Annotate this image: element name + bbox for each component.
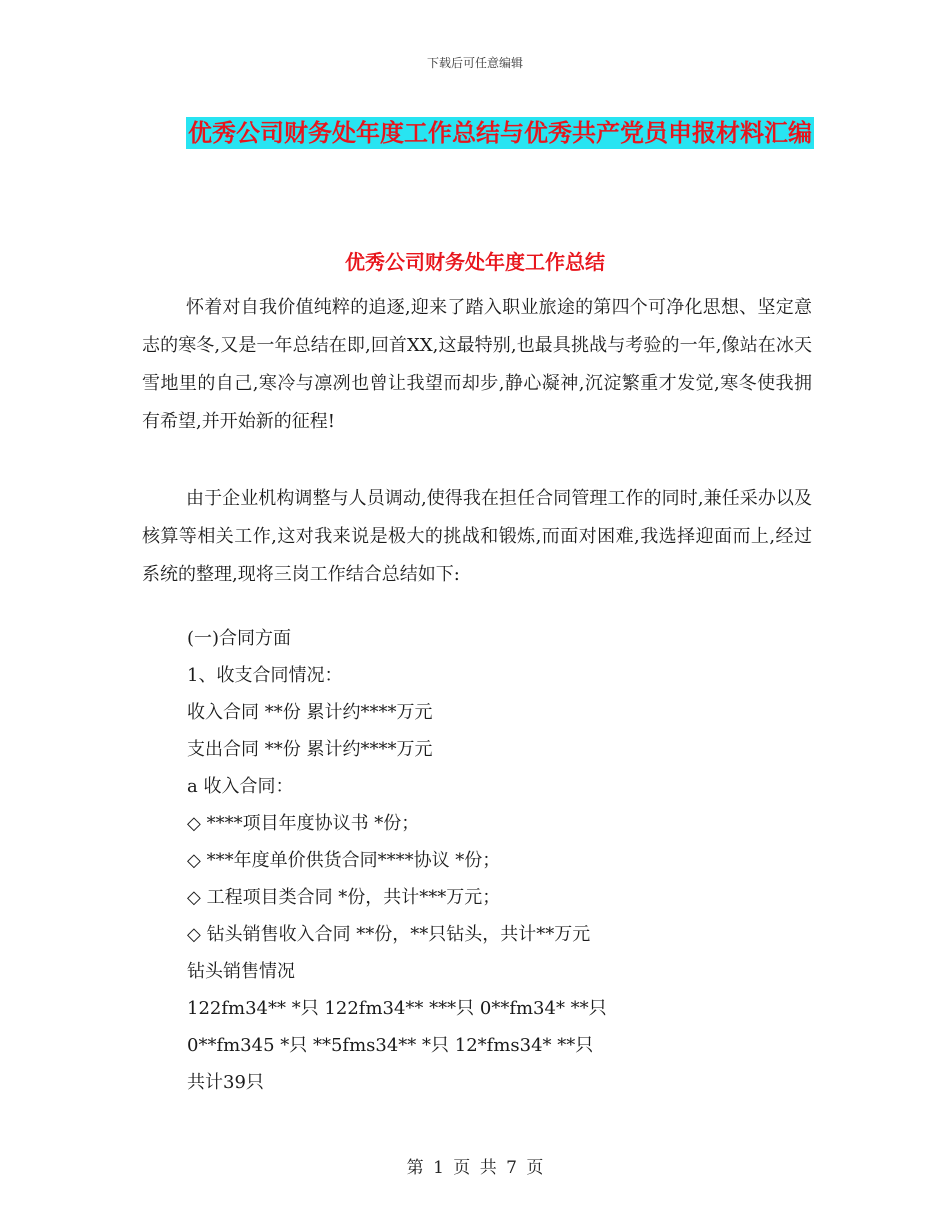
document-title	[140, 110, 860, 156]
list-line: ◇ ***年度单价供货合同****协议 *份；	[187, 850, 501, 871]
paragraph-background: 由于企业机构调整与人员调动,使得我在担任合同管理工作的同时,兼任采办以及核算等相关工作,这对我来说是极大的挑战和锻炼,而面对困难,我选择迎面而上,经过系统的整理,现将三岗工作结合总结如下:	[142, 488, 812, 585]
page-indicator: 第 1 页 共 7 页	[406, 1158, 544, 1178]
list-line: a 收入合同：	[187, 776, 294, 797]
list-line: 0**fm345 *只 **5fms34** *只 12*fms34* **只	[187, 1035, 594, 1056]
list-line: ◇ ****项目年度协议书 *份；	[187, 813, 420, 834]
list-line: ◇ 钻头销售收入合同 **份，**只钻头，共计**万元	[187, 924, 591, 945]
contract-list	[187, 620, 827, 1101]
list-line: 支出合同 **份 累计约****万元	[187, 739, 433, 760]
paragraph-intro: 怀着对自我价值纯粹的追逐,迎来了踏入职业旅途的第四个可净化思想、坚定意志的寒冬,又是一年总结在即,回首XX,这最特别,也最具挑战与考验的一年,像站在冰天雪地里的自己,寒冷与凛冽也曾让我望而却步,静心凝神,沉淀繁重才发觉,寒冬使我拥有希望,并开始新的征程!	[142, 297, 812, 432]
list-line: 共计39只	[187, 1072, 264, 1093]
list-line: 1、收支合同情况：	[187, 665, 343, 686]
list-line: 收入合同 **份 累计约****万元	[187, 702, 433, 723]
list-line: (一)合同方面	[187, 628, 292, 649]
list-line: 122fm34** *只 122fm34** ***只 0**fm34* **只	[187, 998, 607, 1019]
list-line: ◇ 工程项目类合同 *份，共计***万元；	[187, 887, 501, 908]
list-line: 钻头销售情况	[187, 961, 295, 982]
document-title-text: 优秀公司财务处年度工作总结与优秀共产党员申报材料汇编	[188, 119, 812, 147]
header-note: 下载后可任意编辑	[426, 56, 523, 70]
section-title: 优秀公司财务处年度工作总结	[345, 250, 605, 274]
